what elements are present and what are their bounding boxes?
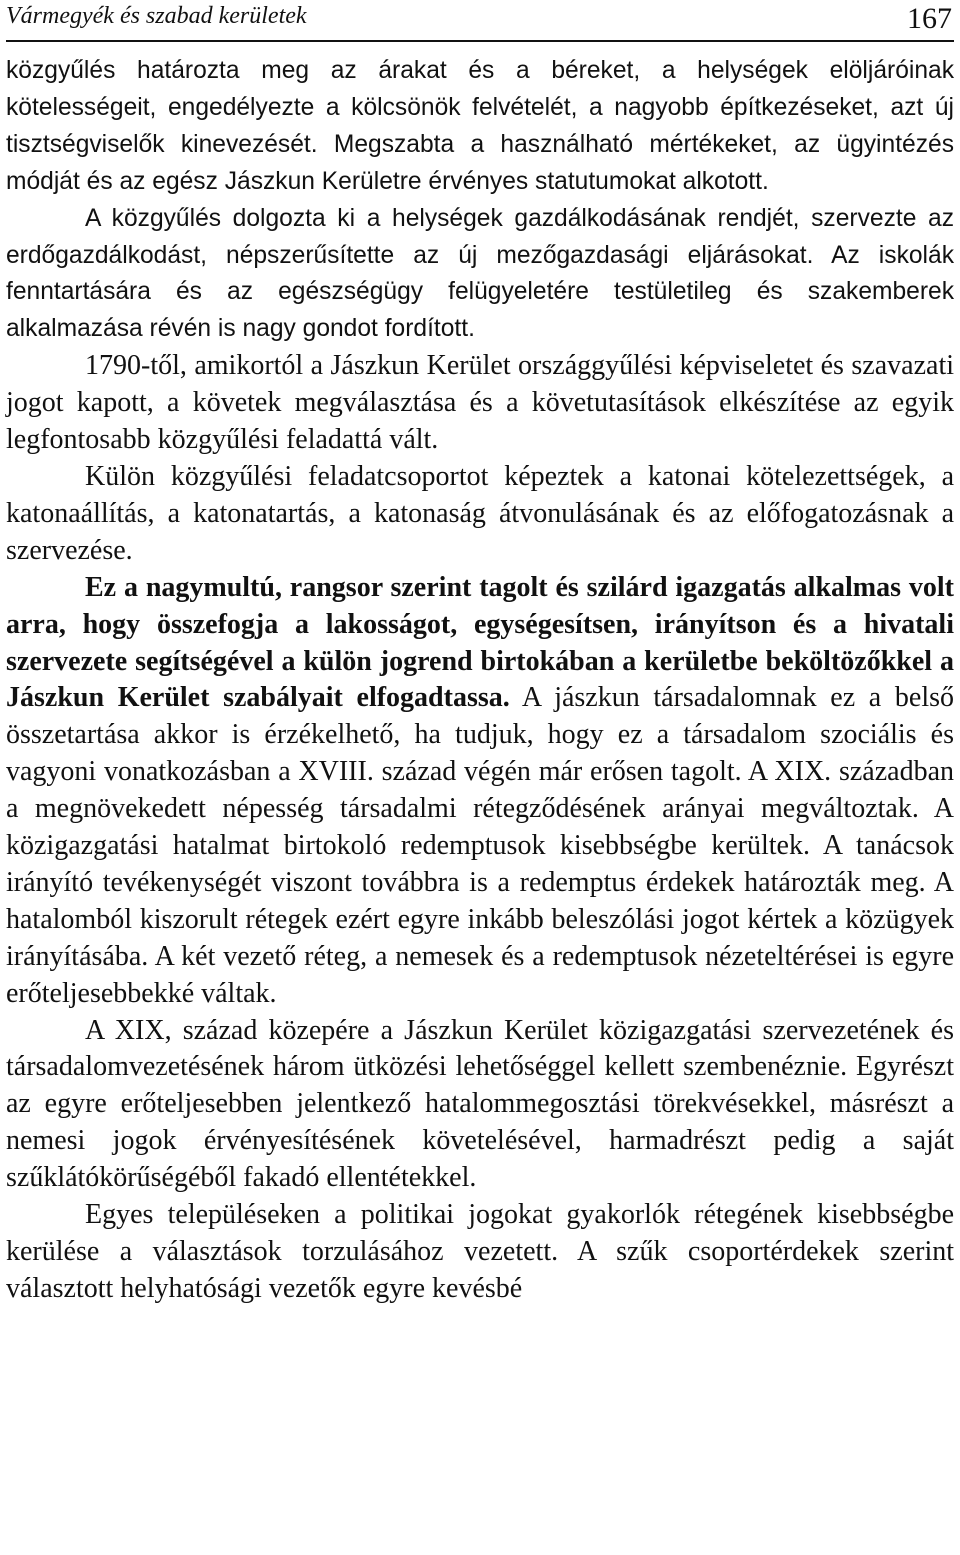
paragraph-6-text: A XIX, század közepére a Jászkun Kerület közigazgatási szervezetének és társadalomvezetésének három ütközési lehetőséggel kellett szembenéznie. Egyrészt az egyre erőteljesebben jelentkező hatalommegosztási törekvésekkel, másrészt a nemesi jogok érvényesítésének követelésével, harmadrészt pedig a saját szűklátókörűségéből fakadó ellentétekkel. xyxy=(6,1014,954,1194)
paragraph-4 xyxy=(6,459,954,570)
paragraph-4-text: Külön közgyűlési feladatcsoportot képeztek a katonai kötelezettségek, a katonaállítás, a katonatartás, a katonaság átvonulásának és az előfogatozásnak a szervezése. xyxy=(6,460,954,566)
paragraph-5-text: A jászkun társadalomnak ez a belső összetartása akkor is érzékelhető, ha tudjuk, hogy ez a társadalom szociális és vagyoni vonatkozásban a XVIII. század végén már erősen tagolt. A XIX. században a megnövekedett népesség társadalmi rétegződésének arányai megváltoztak. A közigazgatási hatalmat birtokoló redemptusok kisebbségbe kerültek. A tanácsok irányító tevékenységét viszont továbbra is a redemptus érdekek határozták meg. A hatalomból kiszorult rétegek ezért egyre inkább beleszólási jogot kértek a közügyek irányításába. A két vezető réteg, a nemesek és a redemptusok nézeteltérései is egyre erőteljesebbekké váltak. xyxy=(6,682,954,1009)
running-title: Vármegyék és szabad kerületek xyxy=(6,3,307,29)
paragraph-1 xyxy=(6,53,954,201)
paragraph-5 xyxy=(6,570,954,1013)
paragraph-7-text: Egyes településeken a politikai jogokat gyakorlók rétegének kisebbségbe kerülése a választások torzulásához vezetett. A szűk csoportérdekek szerint választott helyhatósági vezetők egyre kevésbé xyxy=(6,1199,954,1304)
paragraph-7 xyxy=(6,1197,954,1308)
page-number: 167 xyxy=(907,2,952,35)
paragraph-5-bold-text: Ez a nagymultú, rangsor szerint tagolt és szilárd igazgatás alkalmas volt arra, hogy összefogja a lakosságot, egységesítsen, irányítson és a hivatali szervezete segítségével a külön jogrend birtokában a kerületbe beköltözőkkel a Jászkun Kerület szabályait elfogadtassa. xyxy=(6,571,954,714)
paragraph-3-text: 1790-től, amikortól a Jászkun Kerület országgyűlési képviseletet és szavazati jogot kapott, a követek megválasztása és a követutasítások elkészítése az egyik legfontosabb közgyűlési feladattá vált. xyxy=(6,350,954,456)
running-header xyxy=(6,0,954,42)
paragraph-2-text: A közgyűlés dolgozta ki a helységek gazdálkodásának rendjét, szervezte az erdőgazdálkodást, népszerűsítette az új mezőgazdasági eljárásokat. Az iskolák fenntartására és az egészségügy felügyeletére testületileg és szakemberek alkalmazása révén is nagy gondot fordított. xyxy=(6,204,954,343)
paragraph-6 xyxy=(6,1013,954,1198)
body-text xyxy=(6,53,954,1308)
document-page xyxy=(6,0,954,1308)
paragraph-1-text: közgyűlés határozta meg az árakat és a béreket, a helységek elöljáróinak kötelességeit, engedélyezte a kölcsönök felvételét, a nagyobb építkezéseket, azt új tisztségviselők kinevezését. Megszabta a használható mértékeket, az ügyintézés módját és az egész Jászkun Kerületre érvényes statutumokat alkotott. xyxy=(6,57,954,195)
paragraph-2 xyxy=(6,201,954,349)
paragraph-3 xyxy=(6,348,954,459)
